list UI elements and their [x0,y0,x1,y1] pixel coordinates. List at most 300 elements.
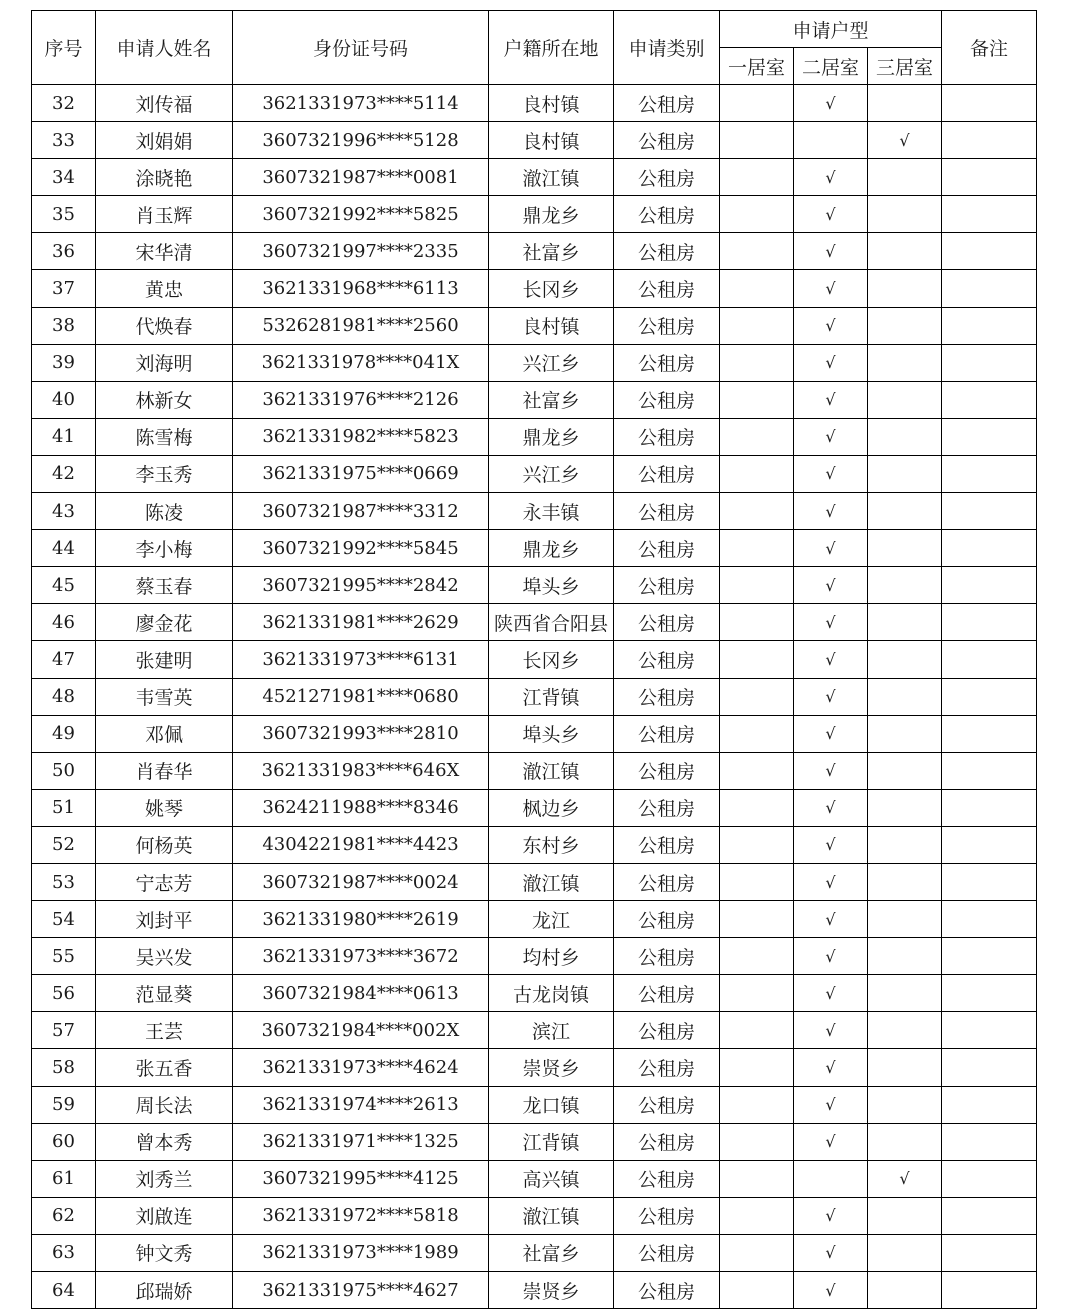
row-name: 吴兴发 [96,938,233,975]
row-seq: 41 [32,418,96,455]
unit-cell-empty [868,641,942,678]
unit-cell-empty [720,530,794,567]
row-id-number: 3621331973****1989 [233,1234,489,1271]
row-name: 陈雪梅 [96,418,233,455]
unit-cell-empty [720,1272,794,1309]
row-name: 黄忠 [96,270,233,307]
check-mark-icon: √ [794,270,868,307]
row-name: 涂晓艳 [96,159,233,196]
row-seq: 44 [32,530,96,567]
row-seq: 54 [32,901,96,938]
unit-cell-empty [868,196,942,233]
unit-cell-empty [868,1086,942,1123]
row-seq: 40 [32,381,96,418]
table-row [32,1234,1037,1271]
table-row [32,85,1037,122]
unit-cell-empty [720,1086,794,1123]
row-remark [942,678,1037,715]
row-remark [942,604,1037,641]
row-seq: 49 [32,715,96,752]
table-row [32,752,1037,789]
row-category: 公租房 [614,270,720,307]
row-remark [942,826,1037,863]
unit-cell-empty [868,975,942,1012]
row-location: 均村乡 [489,938,614,975]
row-seq: 51 [32,789,96,826]
table-row [32,270,1037,307]
check-mark-icon: √ [794,863,868,900]
row-location: 陕西省合阳县 [489,604,614,641]
row-category: 公租房 [614,1086,720,1123]
row-id-number: 3607321984****002X [233,1012,489,1049]
unit-cell-empty [720,826,794,863]
unit-cell-empty [868,233,942,270]
check-mark-icon: √ [794,233,868,270]
table-row [32,493,1037,530]
row-name: 刘封平 [96,901,233,938]
row-remark [942,1049,1037,1086]
row-remark [942,901,1037,938]
header-id: 身份证号码 [233,11,489,85]
unit-cell-empty [868,530,942,567]
check-mark-icon: √ [868,122,942,159]
row-category: 公租房 [614,493,720,530]
row-id-number: 3621331975****0669 [233,455,489,492]
row-seq: 63 [32,1234,96,1271]
row-location: 兴江乡 [489,455,614,492]
check-mark-icon: √ [794,85,868,122]
row-remark [942,641,1037,678]
row-id-number: 3607321992****5845 [233,530,489,567]
row-remark [942,455,1037,492]
check-mark-icon: √ [794,196,868,233]
table-row [32,455,1037,492]
unit-cell-empty [720,1160,794,1197]
row-location: 社富乡 [489,1234,614,1271]
row-remark [942,196,1037,233]
unit-cell-empty [720,715,794,752]
row-location: 东村乡 [489,826,614,863]
unit-cell-empty [868,826,942,863]
unit-cell-empty [720,1234,794,1271]
row-remark [942,1123,1037,1160]
table-row [32,901,1037,938]
unit-cell-empty [720,678,794,715]
row-name: 邱瑞娇 [96,1272,233,1309]
row-remark [942,270,1037,307]
check-mark-icon: √ [794,1123,868,1160]
row-category: 公租房 [614,863,720,900]
row-remark [942,530,1037,567]
unit-cell-empty [720,493,794,530]
check-mark-icon: √ [794,530,868,567]
check-mark-icon: √ [794,159,868,196]
row-name: 李小梅 [96,530,233,567]
row-category: 公租房 [614,789,720,826]
row-category: 公租房 [614,567,720,604]
row-category: 公租房 [614,233,720,270]
table-row [32,975,1037,1012]
row-location: 澈江镇 [489,1197,614,1234]
unit-cell-empty [720,159,794,196]
row-id-number: 3621331982****5823 [233,418,489,455]
row-id-number: 3607321987****0024 [233,863,489,900]
table-row [32,641,1037,678]
table-row [32,789,1037,826]
row-remark [942,1234,1037,1271]
unit-cell-empty [868,85,942,122]
row-id-number: 3621331972****5818 [233,1197,489,1234]
row-seq: 39 [32,344,96,381]
row-category: 公租房 [614,344,720,381]
check-mark-icon: √ [794,678,868,715]
row-seq: 48 [32,678,96,715]
row-seq: 53 [32,863,96,900]
row-remark [942,715,1037,752]
header-location: 户籍所在地 [489,11,614,85]
unit-cell-empty [794,1160,868,1197]
row-seq: 43 [32,493,96,530]
table-row [32,678,1037,715]
check-mark-icon: √ [794,901,868,938]
table-row [32,826,1037,863]
unit-cell-empty [868,1049,942,1086]
row-name: 林新女 [96,381,233,418]
unit-cell-empty [868,567,942,604]
row-id-number: 3621331983****646X [233,752,489,789]
row-category: 公租房 [614,381,720,418]
row-id-number: 3607321984****0613 [233,975,489,1012]
table-row [32,1086,1037,1123]
row-remark [942,85,1037,122]
check-mark-icon: √ [868,1160,942,1197]
row-category: 公租房 [614,826,720,863]
row-category: 公租房 [614,122,720,159]
row-seq: 45 [32,567,96,604]
row-id-number: 3621331973****4624 [233,1049,489,1086]
unit-cell-empty [720,455,794,492]
row-seq: 52 [32,826,96,863]
row-category: 公租房 [614,604,720,641]
unit-cell-empty [868,1012,942,1049]
unit-cell-empty [868,418,942,455]
row-seq: 38 [32,307,96,344]
unit-cell-empty [720,85,794,122]
unit-cell-empty [868,455,942,492]
row-remark [942,307,1037,344]
row-remark [942,975,1037,1012]
table-row [32,567,1037,604]
row-name: 王芸 [96,1012,233,1049]
row-name: 肖春华 [96,752,233,789]
check-mark-icon: √ [794,1234,868,1271]
row-seq: 47 [32,641,96,678]
table-row [32,1123,1037,1160]
check-mark-icon: √ [794,1086,868,1123]
unit-cell-empty [720,1049,794,1086]
row-category: 公租房 [614,715,720,752]
row-id-number: 4304221981****4423 [233,826,489,863]
row-seq: 46 [32,604,96,641]
table-row [32,418,1037,455]
row-id-number: 3607321987****0081 [233,159,489,196]
row-name: 李玉秀 [96,455,233,492]
row-remark [942,1272,1037,1309]
row-category: 公租房 [614,752,720,789]
unit-cell-empty [868,1234,942,1271]
row-seq: 37 [32,270,96,307]
row-category: 公租房 [614,938,720,975]
row-id-number: 3621331973****5114 [233,85,489,122]
unit-cell-empty [720,604,794,641]
row-location: 长冈乡 [489,270,614,307]
unit-cell-empty [794,122,868,159]
row-location: 高兴镇 [489,1160,614,1197]
row-category: 公租房 [614,678,720,715]
unit-cell-empty [720,901,794,938]
row-name: 范显葵 [96,975,233,1012]
applicant-table [31,10,1037,1309]
row-location: 江背镇 [489,1123,614,1160]
unit-cell-empty [720,270,794,307]
row-location: 澈江镇 [489,752,614,789]
unit-cell-empty [868,159,942,196]
unit-cell-empty [868,1197,942,1234]
unit-cell-empty [720,344,794,381]
header-one-bedroom: 一居室 [720,48,794,85]
check-mark-icon: √ [794,344,868,381]
row-id-number: 3621331975****4627 [233,1272,489,1309]
check-mark-icon: √ [794,1049,868,1086]
row-location: 良村镇 [489,307,614,344]
row-name: 韦雪英 [96,678,233,715]
header-remark: 备注 [942,11,1037,85]
table-row [32,715,1037,752]
row-location: 龙口镇 [489,1086,614,1123]
row-name: 曾本秀 [96,1123,233,1160]
row-name: 钟文秀 [96,1234,233,1271]
row-category: 公租房 [614,901,720,938]
row-seq: 55 [32,938,96,975]
row-remark [942,418,1037,455]
row-category: 公租房 [614,641,720,678]
row-category: 公租房 [614,455,720,492]
row-seq: 64 [32,1272,96,1309]
row-location: 兴江乡 [489,344,614,381]
table-row [32,344,1037,381]
row-category: 公租房 [614,975,720,1012]
table-row [32,1197,1037,1234]
table-row [32,530,1037,567]
row-id-number: 3621331976****2126 [233,381,489,418]
row-remark [942,159,1037,196]
row-seq: 62 [32,1197,96,1234]
check-mark-icon: √ [794,789,868,826]
unit-cell-empty [868,789,942,826]
row-category: 公租房 [614,418,720,455]
row-id-number: 3621331971****1325 [233,1123,489,1160]
table-row [32,1049,1037,1086]
row-location: 良村镇 [489,122,614,159]
unit-cell-empty [720,381,794,418]
row-location: 古龙岗镇 [489,975,614,1012]
row-id-number: 3607321995****2842 [233,567,489,604]
row-location: 埠头乡 [489,567,614,604]
unit-cell-empty [720,1123,794,1160]
check-mark-icon: √ [794,715,868,752]
row-remark [942,233,1037,270]
row-location: 崇贤乡 [489,1049,614,1086]
row-name: 代焕春 [96,307,233,344]
row-id-number: 3621331974****2613 [233,1086,489,1123]
table-row [32,196,1037,233]
row-name: 刘传福 [96,85,233,122]
row-seq: 33 [32,122,96,159]
check-mark-icon: √ [794,493,868,530]
table-row [32,381,1037,418]
check-mark-icon: √ [794,641,868,678]
row-name: 刘啟连 [96,1197,233,1234]
table-row [32,604,1037,641]
row-location: 永丰镇 [489,493,614,530]
row-category: 公租房 [614,196,720,233]
unit-cell-empty [868,901,942,938]
row-seq: 42 [32,455,96,492]
table-row [32,1272,1037,1309]
row-name: 宁志芳 [96,863,233,900]
header-three-bedroom: 三居室 [868,48,942,85]
row-id-number: 3621331978****041X [233,344,489,381]
row-category: 公租房 [614,1012,720,1049]
row-id-number: 3607321993****2810 [233,715,489,752]
table-row [32,1160,1037,1197]
row-remark [942,938,1037,975]
unit-cell-empty [720,975,794,1012]
row-name: 肖玉辉 [96,196,233,233]
check-mark-icon: √ [794,418,868,455]
unit-cell-empty [868,938,942,975]
row-location: 澈江镇 [489,863,614,900]
row-name: 蔡玉春 [96,567,233,604]
row-id-number: 3607321995****4125 [233,1160,489,1197]
check-mark-icon: √ [794,1012,868,1049]
unit-cell-empty [720,1012,794,1049]
row-name: 张建明 [96,641,233,678]
table-row [32,307,1037,344]
row-name: 周长法 [96,1086,233,1123]
unit-cell-empty [720,196,794,233]
unit-cell-empty [720,1197,794,1234]
check-mark-icon: √ [794,752,868,789]
row-location: 社富乡 [489,233,614,270]
check-mark-icon: √ [794,567,868,604]
table-row [32,159,1037,196]
unit-cell-empty [720,307,794,344]
row-seq: 58 [32,1049,96,1086]
row-remark [942,752,1037,789]
row-category: 公租房 [614,530,720,567]
row-id-number: 4521271981****0680 [233,678,489,715]
row-seq: 61 [32,1160,96,1197]
row-name: 何杨英 [96,826,233,863]
unit-cell-empty [868,1272,942,1309]
header-unit-type: 申请户型 [720,11,942,48]
unit-cell-empty [868,493,942,530]
unit-cell-empty [720,641,794,678]
check-mark-icon: √ [794,1272,868,1309]
row-seq: 50 [32,752,96,789]
header-category: 申请类别 [614,11,720,85]
unit-cell-empty [720,752,794,789]
row-location: 枫边乡 [489,789,614,826]
row-category: 公租房 [614,1049,720,1086]
row-remark [942,789,1037,826]
row-location: 良村镇 [489,85,614,122]
row-location: 江背镇 [489,678,614,715]
row-category: 公租房 [614,1234,720,1271]
row-seq: 60 [32,1123,96,1160]
row-name: 宋华清 [96,233,233,270]
unit-cell-empty [868,381,942,418]
unit-cell-empty [868,344,942,381]
row-id-number: 3624211988****8346 [233,789,489,826]
unit-cell-empty [720,938,794,975]
check-mark-icon: √ [794,604,868,641]
table-row [32,863,1037,900]
row-id-number: 3607321987****3312 [233,493,489,530]
row-seq: 32 [32,85,96,122]
check-mark-icon: √ [794,307,868,344]
row-name: 刘娟娟 [96,122,233,159]
table-row [32,1012,1037,1049]
check-mark-icon: √ [794,826,868,863]
unit-cell-empty [720,567,794,604]
row-location: 澈江镇 [489,159,614,196]
unit-cell-empty [868,1123,942,1160]
table-row [32,122,1037,159]
unit-cell-empty [868,678,942,715]
row-seq: 56 [32,975,96,1012]
row-category: 公租房 [614,307,720,344]
row-location: 长冈乡 [489,641,614,678]
row-remark [942,381,1037,418]
row-category: 公租房 [614,159,720,196]
row-category: 公租房 [614,1197,720,1234]
unit-cell-empty [868,270,942,307]
unit-cell-empty [868,752,942,789]
row-location: 鼎龙乡 [489,418,614,455]
table-row [32,233,1037,270]
row-name: 廖金花 [96,604,233,641]
row-id-number: 3621331973****3672 [233,938,489,975]
row-remark [942,122,1037,159]
row-seq: 36 [32,233,96,270]
row-id-number: 3607321997****2335 [233,233,489,270]
row-remark [942,1086,1037,1123]
row-remark [942,863,1037,900]
row-id-number: 3621331980****2619 [233,901,489,938]
row-location: 滨江 [489,1012,614,1049]
row-location: 崇贤乡 [489,1272,614,1309]
unit-cell-empty [720,122,794,159]
unit-cell-empty [868,307,942,344]
unit-cell-empty [868,604,942,641]
row-name: 陈凌 [96,493,233,530]
unit-cell-empty [720,233,794,270]
row-remark [942,493,1037,530]
row-category: 公租房 [614,1272,720,1309]
row-id-number: 3621331981****2629 [233,604,489,641]
